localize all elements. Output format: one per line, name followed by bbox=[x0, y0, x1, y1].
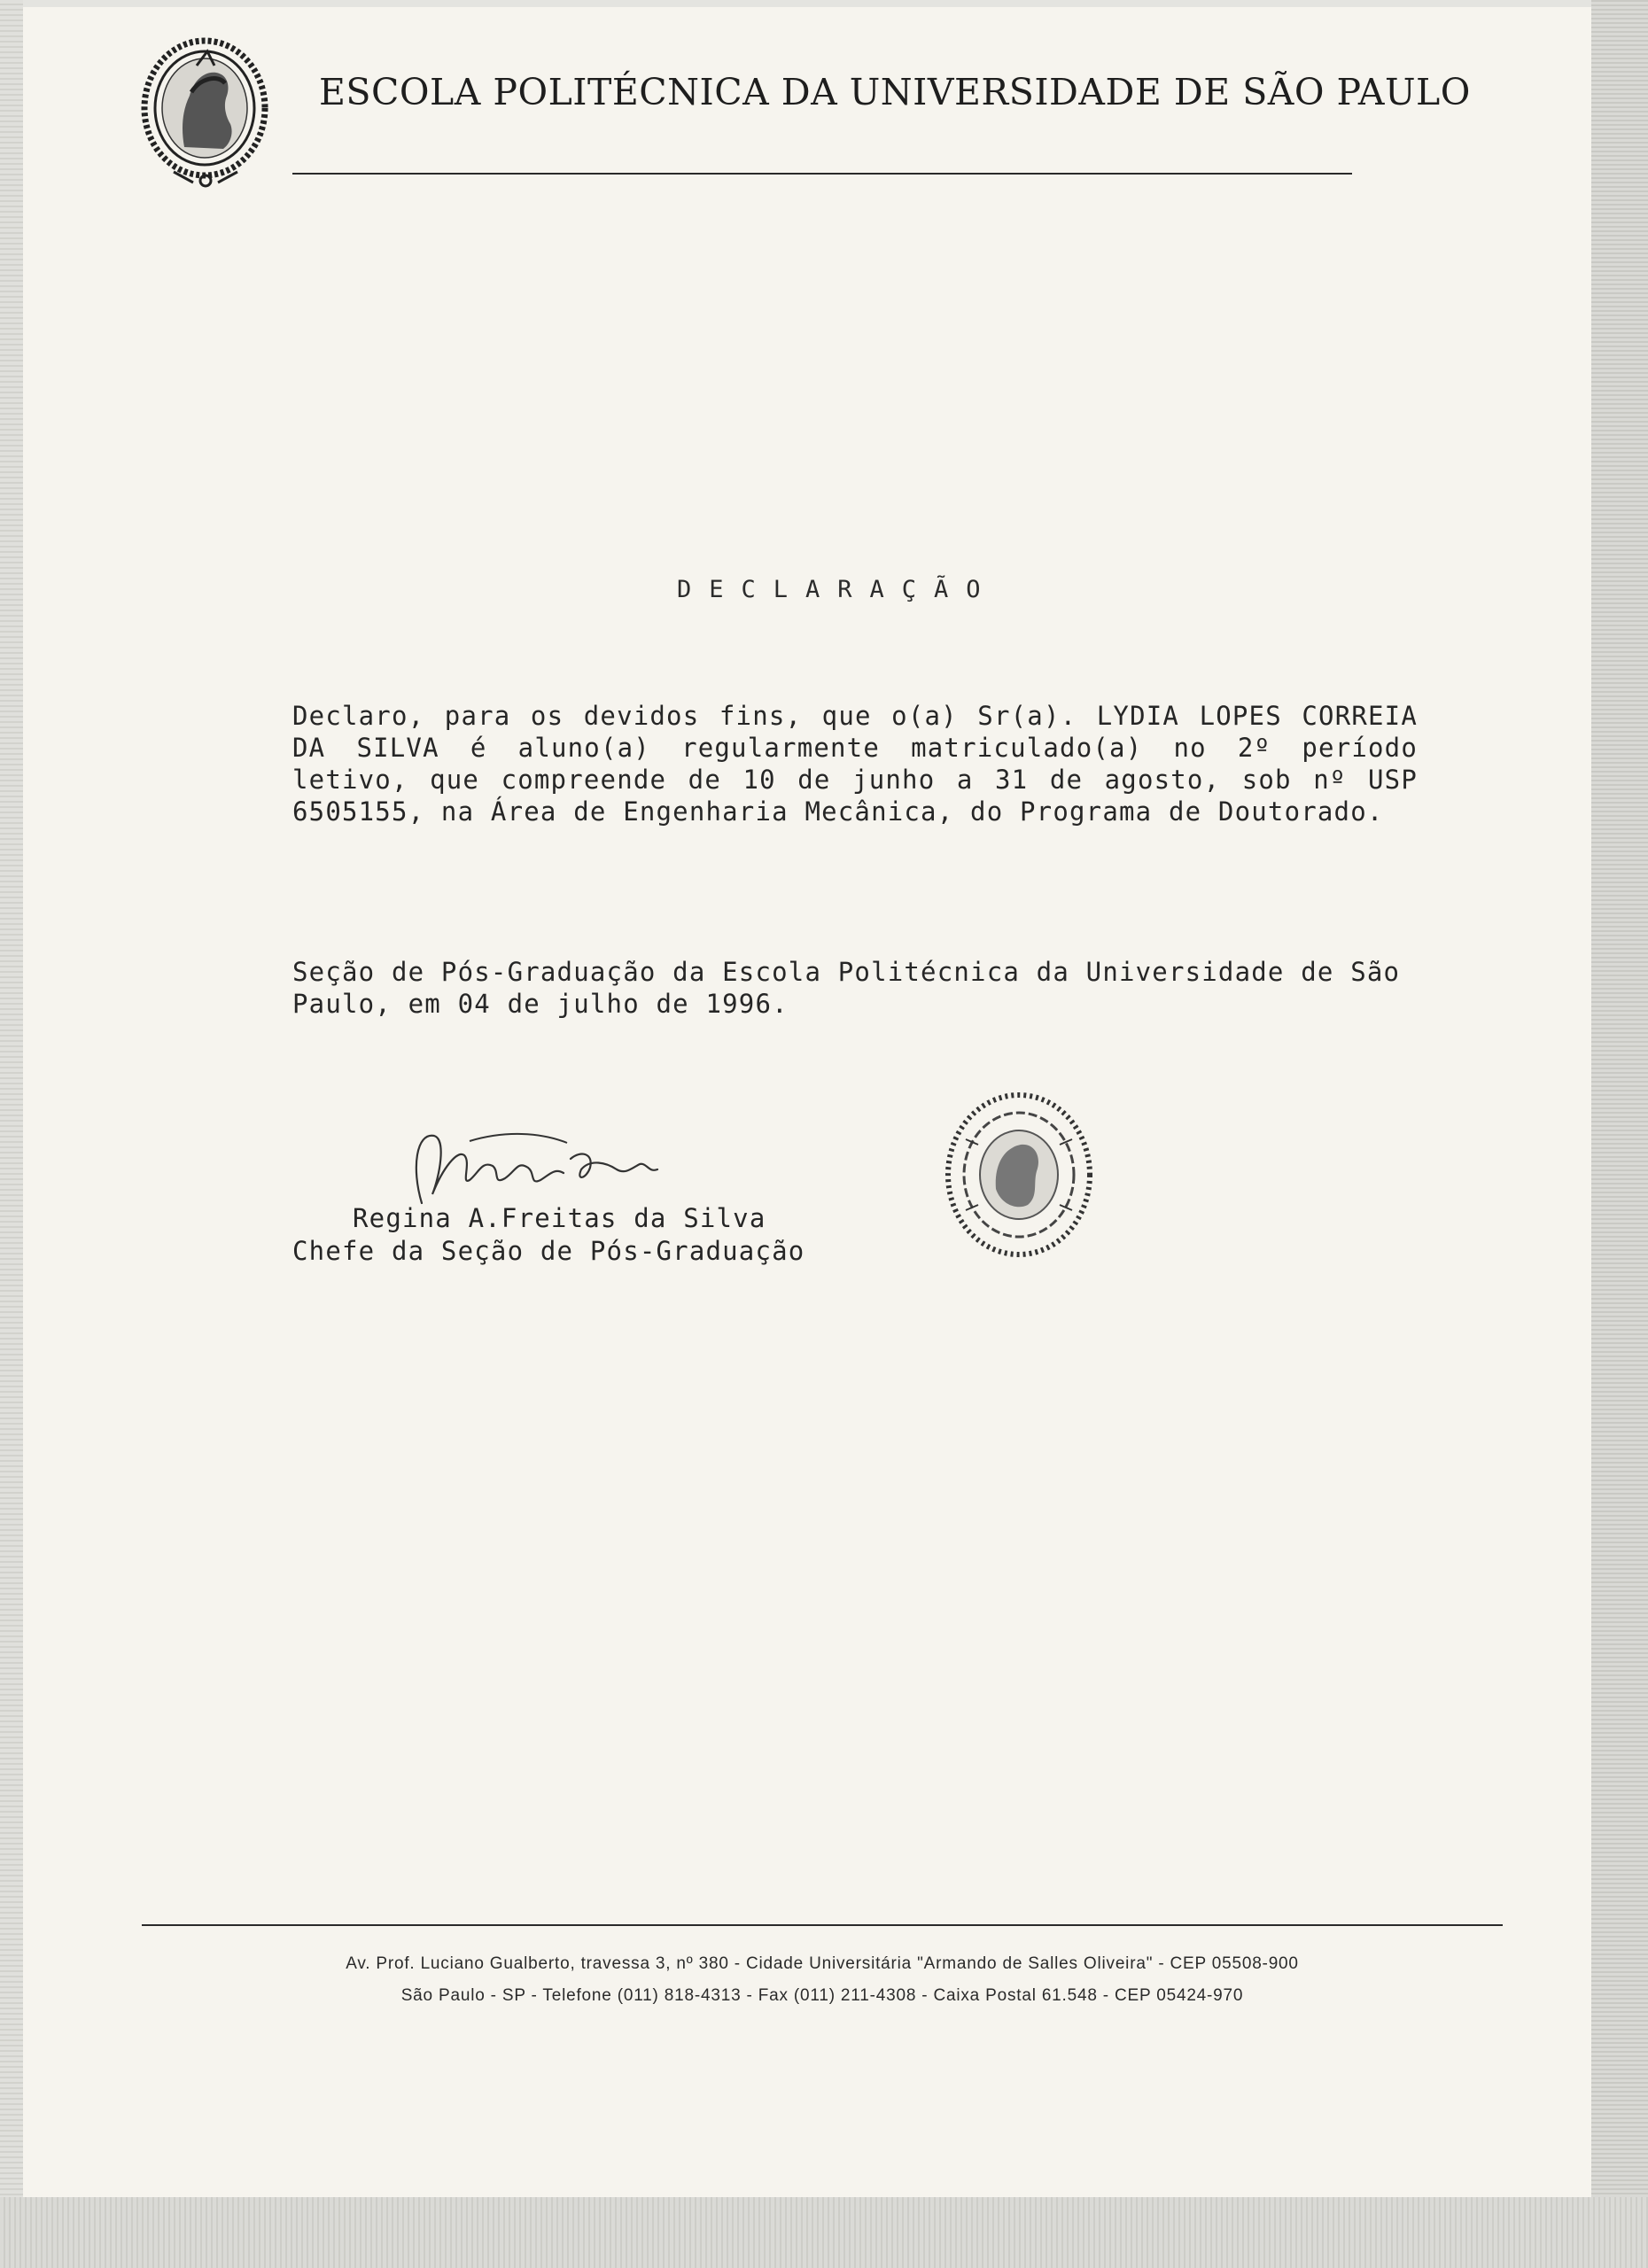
official-stamp-icon bbox=[939, 1086, 1099, 1263]
declaration-body: Declaro, para os devidos fins, que o(a) Sr(a). LYDIA LOPES CORREIA DA SILVA é aluno(a) regularmente matriculado(a) no 2º período letivo, que compreende de 10 de junho a 31 de agosto, sob nº USP 6505155, na Área de Engenharia Mecânica, do Programa de Doutorado. bbox=[292, 701, 1418, 827]
document-sheet bbox=[23, 7, 1591, 2197]
minerva-seal-icon bbox=[138, 30, 271, 193]
scan-edge-bottom bbox=[0, 2197, 1648, 2268]
footer-address: Av. Prof. Luciano Gualberto, travessa 3, nº 380 - Cidade Universitária "Armando de Salles Oliveira" - CEP 05508-900 bbox=[346, 1954, 1299, 1973]
footer-divider bbox=[142, 1924, 1503, 1926]
scan-edge-right bbox=[1591, 0, 1648, 2268]
header-divider bbox=[292, 173, 1352, 175]
scan-edge-left bbox=[0, 0, 23, 2268]
signer-name: Regina A.Freitas da Silva bbox=[353, 1203, 766, 1233]
institution-name: ESCOLA POLITÉCNICA DA UNIVERSIDADE DE SÃO PAULO bbox=[319, 71, 1471, 113]
declaration-closing: Seção de Pós-Graduação da Escola Politécnica da Universidade de São Paulo, em 04 de julho de 1996. bbox=[292, 957, 1401, 1019]
footer-contact: São Paulo - SP - Telefone (011) 818-4313 - Fax (011) 211-4308 - Caixa Postal 61.548 - CEP 05424-970 bbox=[400, 1986, 1244, 2005]
document-title: DECLARAÇÃO bbox=[677, 576, 999, 603]
signer-role: Chefe da Seção de Pós-Graduação bbox=[292, 1236, 805, 1266]
